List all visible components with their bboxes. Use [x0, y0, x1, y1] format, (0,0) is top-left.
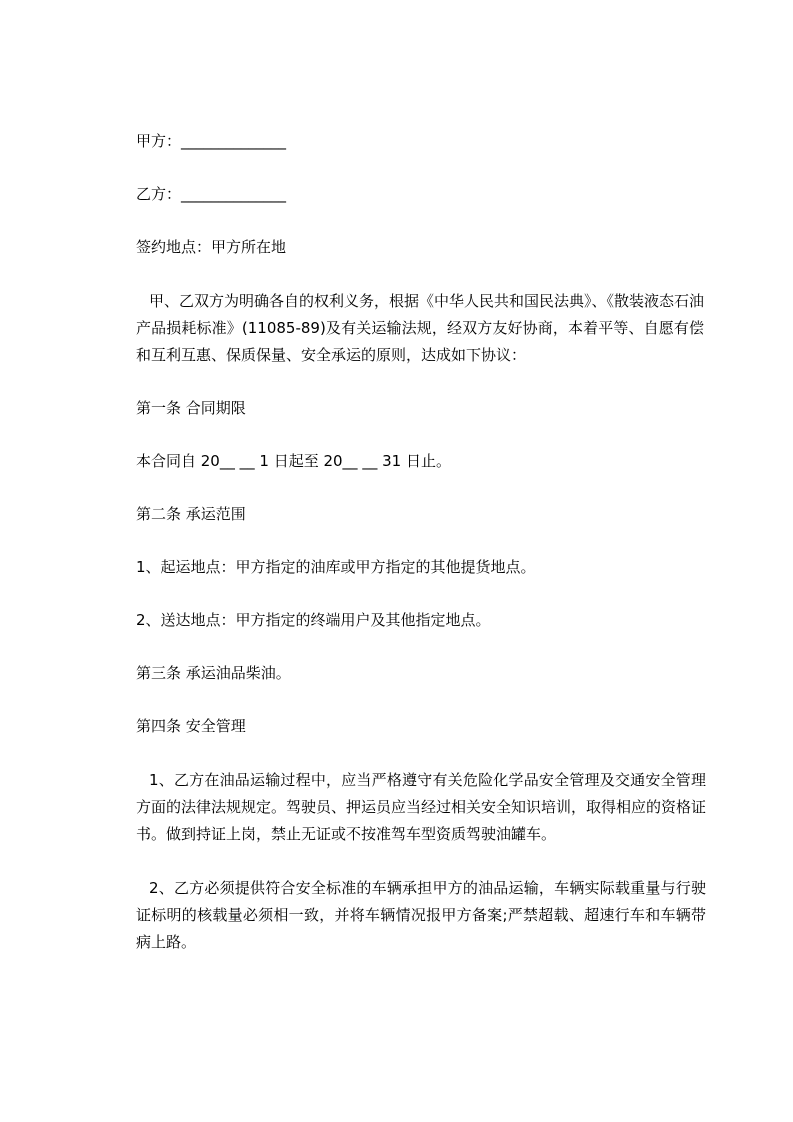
article2-item2: 2、送达地点：甲方指定的终端用户及其他指定地点。 [136, 611, 491, 629]
article4-item1: 1、乙方在油品运输过程中，应当严格遵守有关危险化学品安全管理及交通安全管理方面的法律法规规定。驾驶员、押运员应当经过相关安全知识培训，取得相应的资格证书。做到持证上岗，禁止无证或不按准驾车型资质驾驶油罐车。 [136, 771, 707, 843]
article2-title: 第二条 承运范围 [136, 505, 246, 523]
article2-item1: 1、起运地点：甲方指定的油库或甲方指定的其他提货地点。 [136, 558, 536, 576]
article4-item2: 2、乙方必须提供符合安全标准的车辆承担甲方的油品运输，车辆实际载重量与行驶证标明的核载量必须相一致，并将车辆情况报甲方备案;严禁超载、超速行车和车辆带病上路。 [136, 879, 706, 951]
party-a-line: 甲方：______________ [136, 132, 287, 150]
article1-body: 本合同自 20__ __ 1 日起至 20__ __ 31 日止。 [136, 452, 451, 470]
article4-title: 第四条 安全管理 [136, 717, 246, 735]
signing-place: 签约地点：甲方所在地 [136, 238, 287, 256]
intro-paragraph: 甲、乙双方为明确各自的权利义务，根据《中华人民共和国民法典》、《散装液态石油产品损耗标准》(11085-89)及有关运输法规，经双方友好协商，本着平等、自愿有偿和互利互惠、保质保量、安全承运的原则，达成如下协议： [136, 292, 705, 364]
article3: 第三条 承运油品柴油。 [136, 664, 291, 682]
article1-title: 第一条 合同期限 [136, 399, 246, 417]
party-b-line: 乙方：______________ [136, 185, 287, 203]
